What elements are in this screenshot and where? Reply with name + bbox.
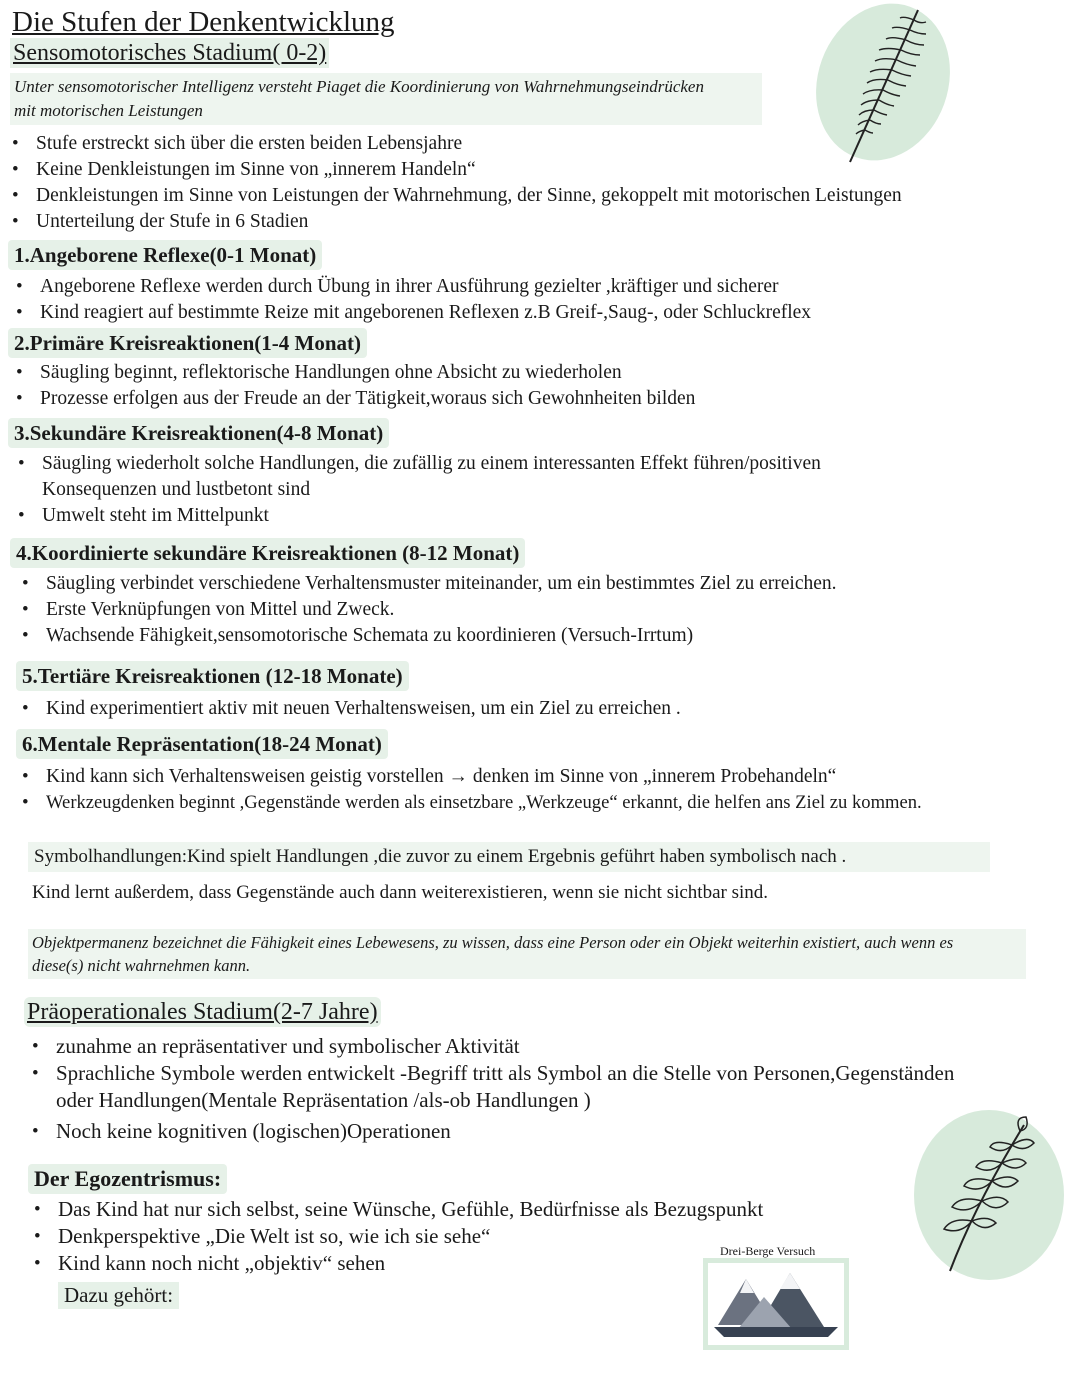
list-item: • zunahme an repräsentativer und symbolischer Aktivität xyxy=(30,1033,1070,1060)
stage1-bullets xyxy=(14,274,1074,326)
list-item: • Kind kann sich Verhaltensweisen geistig vorstellen → denken im Sinne von „innerem Probehandeln“ xyxy=(20,764,1080,790)
ego-heading: Der Egozentrismus: xyxy=(28,1164,227,1194)
stage-heading-4: 4.Koordinierte sekundäre Kreisreaktionen (8-12 Monat) xyxy=(10,538,525,568)
list-item: • Das Kind hat nur sich selbst, seine Wünsche, Gefühle, Bedürfnisse als Bezugspunkt xyxy=(32,1196,892,1223)
list-item: • Noch keine kognitiven (logischen)Operationen xyxy=(30,1118,1070,1145)
list-item: • Säugling verbindet verschiedene Verhaltensmuster miteinander, um ein bestimmtes Ziel zu erreichen. xyxy=(20,571,1080,597)
mountains-icon xyxy=(708,1263,844,1345)
list-item-continuation: Konsequenzen und lustbetont sind xyxy=(42,479,311,500)
list-item: • Prozesse erfolgen aus der Freude an der Tätigkeit,woraus sich Gewohnheiten bilden xyxy=(14,386,1074,412)
symbol-line: Symbolhandlungen:Kind spielt Handlungen ,die zuvor zu einem Ergebnis geführt haben symbolisch nach . xyxy=(28,842,990,872)
stage-heading-1: 1.Angeborene Reflexe(0-1 Monat) xyxy=(8,240,322,270)
list-item: • Keine Denkleistungen im Sinne von „innerem Handeln“ xyxy=(10,157,1070,183)
list-item: • Umwelt steht im Mittelpunkt xyxy=(16,503,1076,529)
list-item: • Kind experimentiert aktiv mit neuen Verhaltensweisen, um ein Ziel zu erreichen . xyxy=(20,696,1080,722)
stage-heading-5: 5.Tertiäre Kreisreaktionen (12-18 Monate) xyxy=(16,661,409,691)
objekt-box xyxy=(28,929,1026,979)
dazu-gehoert: Dazu gehört: xyxy=(58,1282,179,1309)
section-heading-praeoperational: Präoperationales Stadium(2-7 Jahre) xyxy=(24,997,381,1027)
objekt-line-2: diese(s) nicht wahrnehmen kann. xyxy=(32,956,251,975)
stage-heading-3: 3.Sekundäre Kreisreaktionen(4-8 Monat) xyxy=(8,418,389,448)
list-item: • Denkleistungen im Sinne von Leistungen der Wahrnehmung, der Sinne, gekoppelt mit motorischen Leistungen xyxy=(10,183,1070,209)
list-item-continuation: oder Handlungen(Mentale Repräsentation /als-ob Handlungen ) xyxy=(56,1088,591,1112)
list-item: • Angeborene Reflexe werden durch Übung in ihrer Ausführung gezielter ,kräftiger und sicherer xyxy=(14,274,1074,300)
stage-heading-6: 6.Mentale Repräsentation(18-24 Monat) xyxy=(16,729,388,759)
list-item: • Wachsende Fähigkeit,sensomotorische Schemata zu koordinieren (Versuch-Irrtum) xyxy=(20,623,1080,649)
image-caption: Drei-Berge Versuch xyxy=(720,1244,816,1258)
page-title: Die Stufen der Denkentwicklung xyxy=(12,6,395,38)
section2-bullets xyxy=(30,1033,1070,1145)
list-item: • Unterteilung der Stufe in 6 Stadien xyxy=(10,209,1070,235)
drei-berge-image xyxy=(703,1258,849,1350)
stage2-bullets xyxy=(14,360,1074,412)
stage5-bullets xyxy=(20,696,1080,722)
stage-heading-2: 2.Primäre Kreisreaktionen(1-4 Monat) xyxy=(8,328,367,358)
definition-line-2: mit motorischen Leistungen xyxy=(14,101,203,120)
leaf-icon xyxy=(920,1115,1040,1275)
list-item: • Sprachliche Symbole werden entwickelt -Begriff tritt als Symbol an die Stelle von Personen,Gegenständen oder Handlungen(Mentale Repräsentation /als-ob Handlungen ) xyxy=(30,1060,1070,1114)
list-item: • Werkzeugdenken beginnt ,Gegenstände werden als einsetzbare „Werkzeuge“ erkannt, die helfen ans Ziel zu kommen. xyxy=(20,790,1080,816)
list-item: • Denkperspektive „Die Welt ist so, wie ich sie sehe“ xyxy=(32,1223,892,1250)
stage3-bullets xyxy=(16,451,1076,529)
section1-bullets xyxy=(10,131,1070,235)
list-item: • Kind reagiert auf bestimmte Reize mit angeborenen Reflexen z.B Greif-,Saug-, oder Schluckreflex xyxy=(14,300,1074,326)
list-item: • Erste Verknüpfungen von Mittel und Zweck. xyxy=(20,597,1080,623)
list-item: • Säugling wiederholt solche Handlungen, die zufällig zu einem interessanten Effekt führen/positiven Konsequenzen und lustbetont sind xyxy=(16,451,1076,503)
objekt-line-1: Objektpermanenz bezeichnet die Fähigkeit eines Lebewesens, zu wissen, dass eine Person oder ein Objekt weiterhin existiert, auch wenn es xyxy=(32,933,954,952)
section-heading-sensomotorisch: Sensomotorisches Stadium( 0-2) xyxy=(10,38,329,68)
stage4-bullets xyxy=(20,571,1080,649)
symbol-line-2: Kind lernt außerdem, dass Gegenstände auch dann weiterexistieren, wenn sie nicht sichtbar sind. xyxy=(32,882,769,903)
list-item: • Stufe erstreckt sich über die ersten beiden Lebensjahre xyxy=(10,131,1070,157)
list-item: • Kind kann noch nicht „objektiv“ sehen xyxy=(32,1250,892,1277)
list-item: • Säugling beginnt, reflektorische Handlungen ohne Absicht zu wiederholen xyxy=(14,360,1074,386)
stage6-bullets xyxy=(20,764,1080,816)
definition-box xyxy=(10,73,762,125)
definition-line-1: Unter sensomotorischer Intelligenz versteht Piaget die Koordinierung von Wahrnehmungseindrücken xyxy=(14,77,704,96)
